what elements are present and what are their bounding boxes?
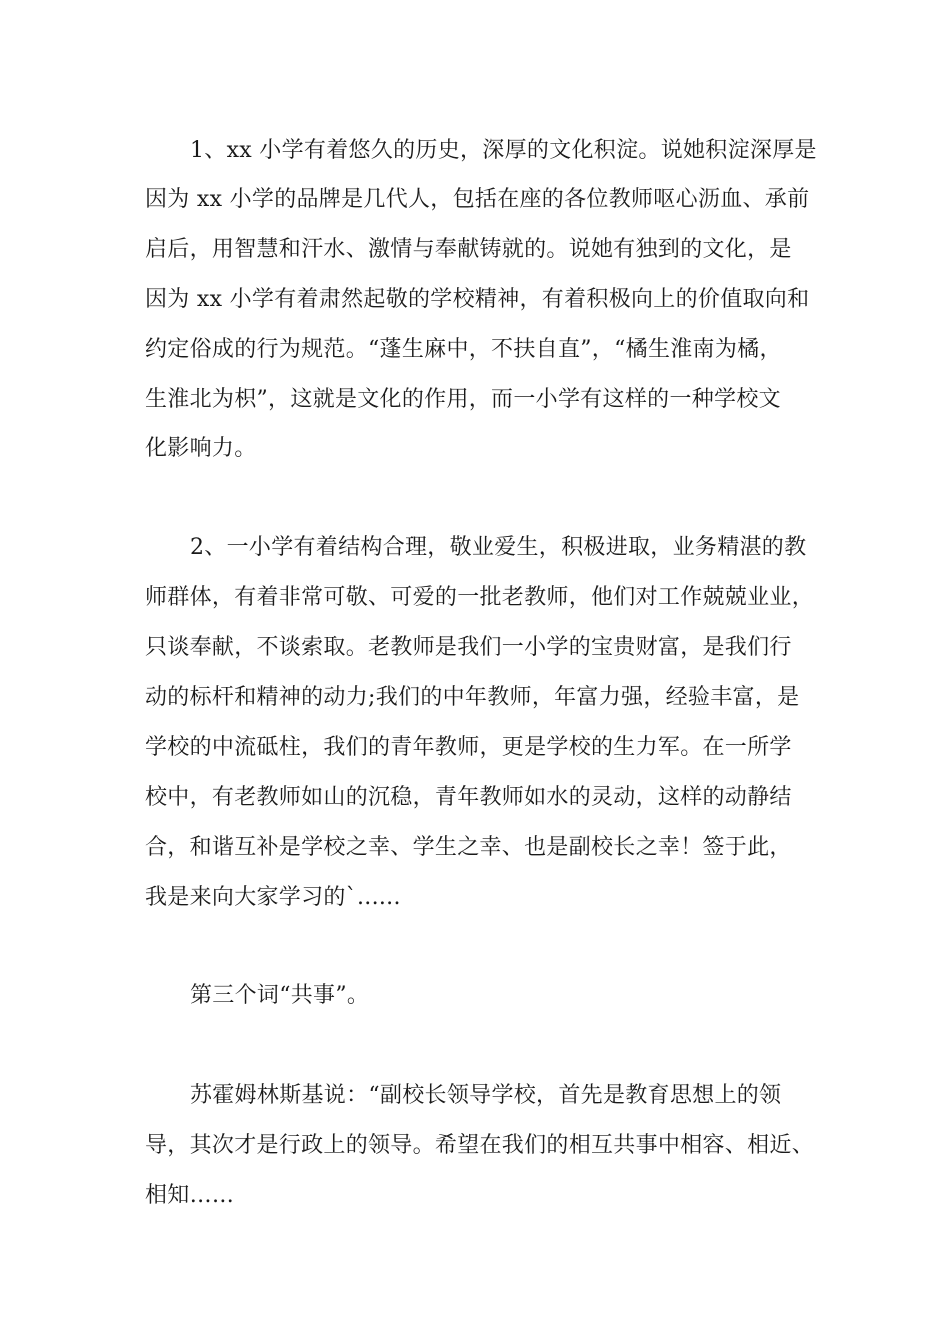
- paragraph-2-line-6: 校中，有老教师如山的沉稳，青年教师如水的灵动，这样的动静结: [145, 785, 792, 810]
- paragraph-3-line-1: 第三个词“共事”。: [190, 983, 370, 1008]
- paragraph-1-line-4: 因为 xx 小学有着肃然起敬的学校精神，有着积极向上的价值取向和: [145, 287, 810, 312]
- paragraph-1-line-6: 生淮北为枳”，这就是文化的作用，而一小学有这样的一种学校文: [145, 387, 781, 412]
- paragraph-2-line-4: 动的标杆和精神的动力;我们的中年教师，年富力强，经验丰富，是: [145, 685, 800, 710]
- paragraph-1-line-1: 1、xx 小学有着悠久的历史，深厚的文化积淀。说她积淀深厚是: [190, 138, 817, 163]
- paragraph-2-line-5: 学校的中流砥柱，我们的青年教师，更是学校的生力军。在一所学: [145, 735, 792, 760]
- paragraph-2-line-1: 2、一小学有着结构合理，敬业爱生，积极进取，业务精湛的教: [190, 535, 807, 560]
- paragraph-2-line-8: 我是来向大家学习的`......: [145, 885, 401, 910]
- paragraph-1-line-3: 启后，用智慧和汗水、激情与奉献铸就的。说她有独到的文化，是: [145, 237, 792, 262]
- paragraph-1-line-2: 因为 xx 小学的品牌是几代人，包括在座的各位教师呕心沥血、承前: [145, 187, 810, 212]
- paragraph-1-line-5: 约定俗成的行为规范。“蓬生麻中，不扶自直”，“橘生淮南为橘，: [145, 337, 782, 362]
- paragraph-4-line-3: 相知……: [145, 1183, 235, 1208]
- paragraph-2-line-3: 只谈奉献，不谈索取。老教师是我们一小学的宝贵财富，是我们行: [145, 635, 792, 660]
- paragraph-4-line-1: 苏霍姆林斯基说：“副校长领导学校，首先是教育思想上的领: [190, 1083, 782, 1108]
- paragraph-2-line-7: 合，和谐互补是学校之幸、学生之幸、也是副校长之幸！签于此，: [145, 835, 792, 860]
- paragraph-4-line-2: 导，其次才是行政上的领导。希望在我们的相互共事中相容、相近、: [145, 1133, 815, 1158]
- paragraph-1-line-7: 化影响力。: [145, 436, 257, 461]
- paragraph-2-line-2: 师群体，有着非常可敬、可爱的一批老教师，他们对工作兢兢业业，: [145, 585, 815, 610]
